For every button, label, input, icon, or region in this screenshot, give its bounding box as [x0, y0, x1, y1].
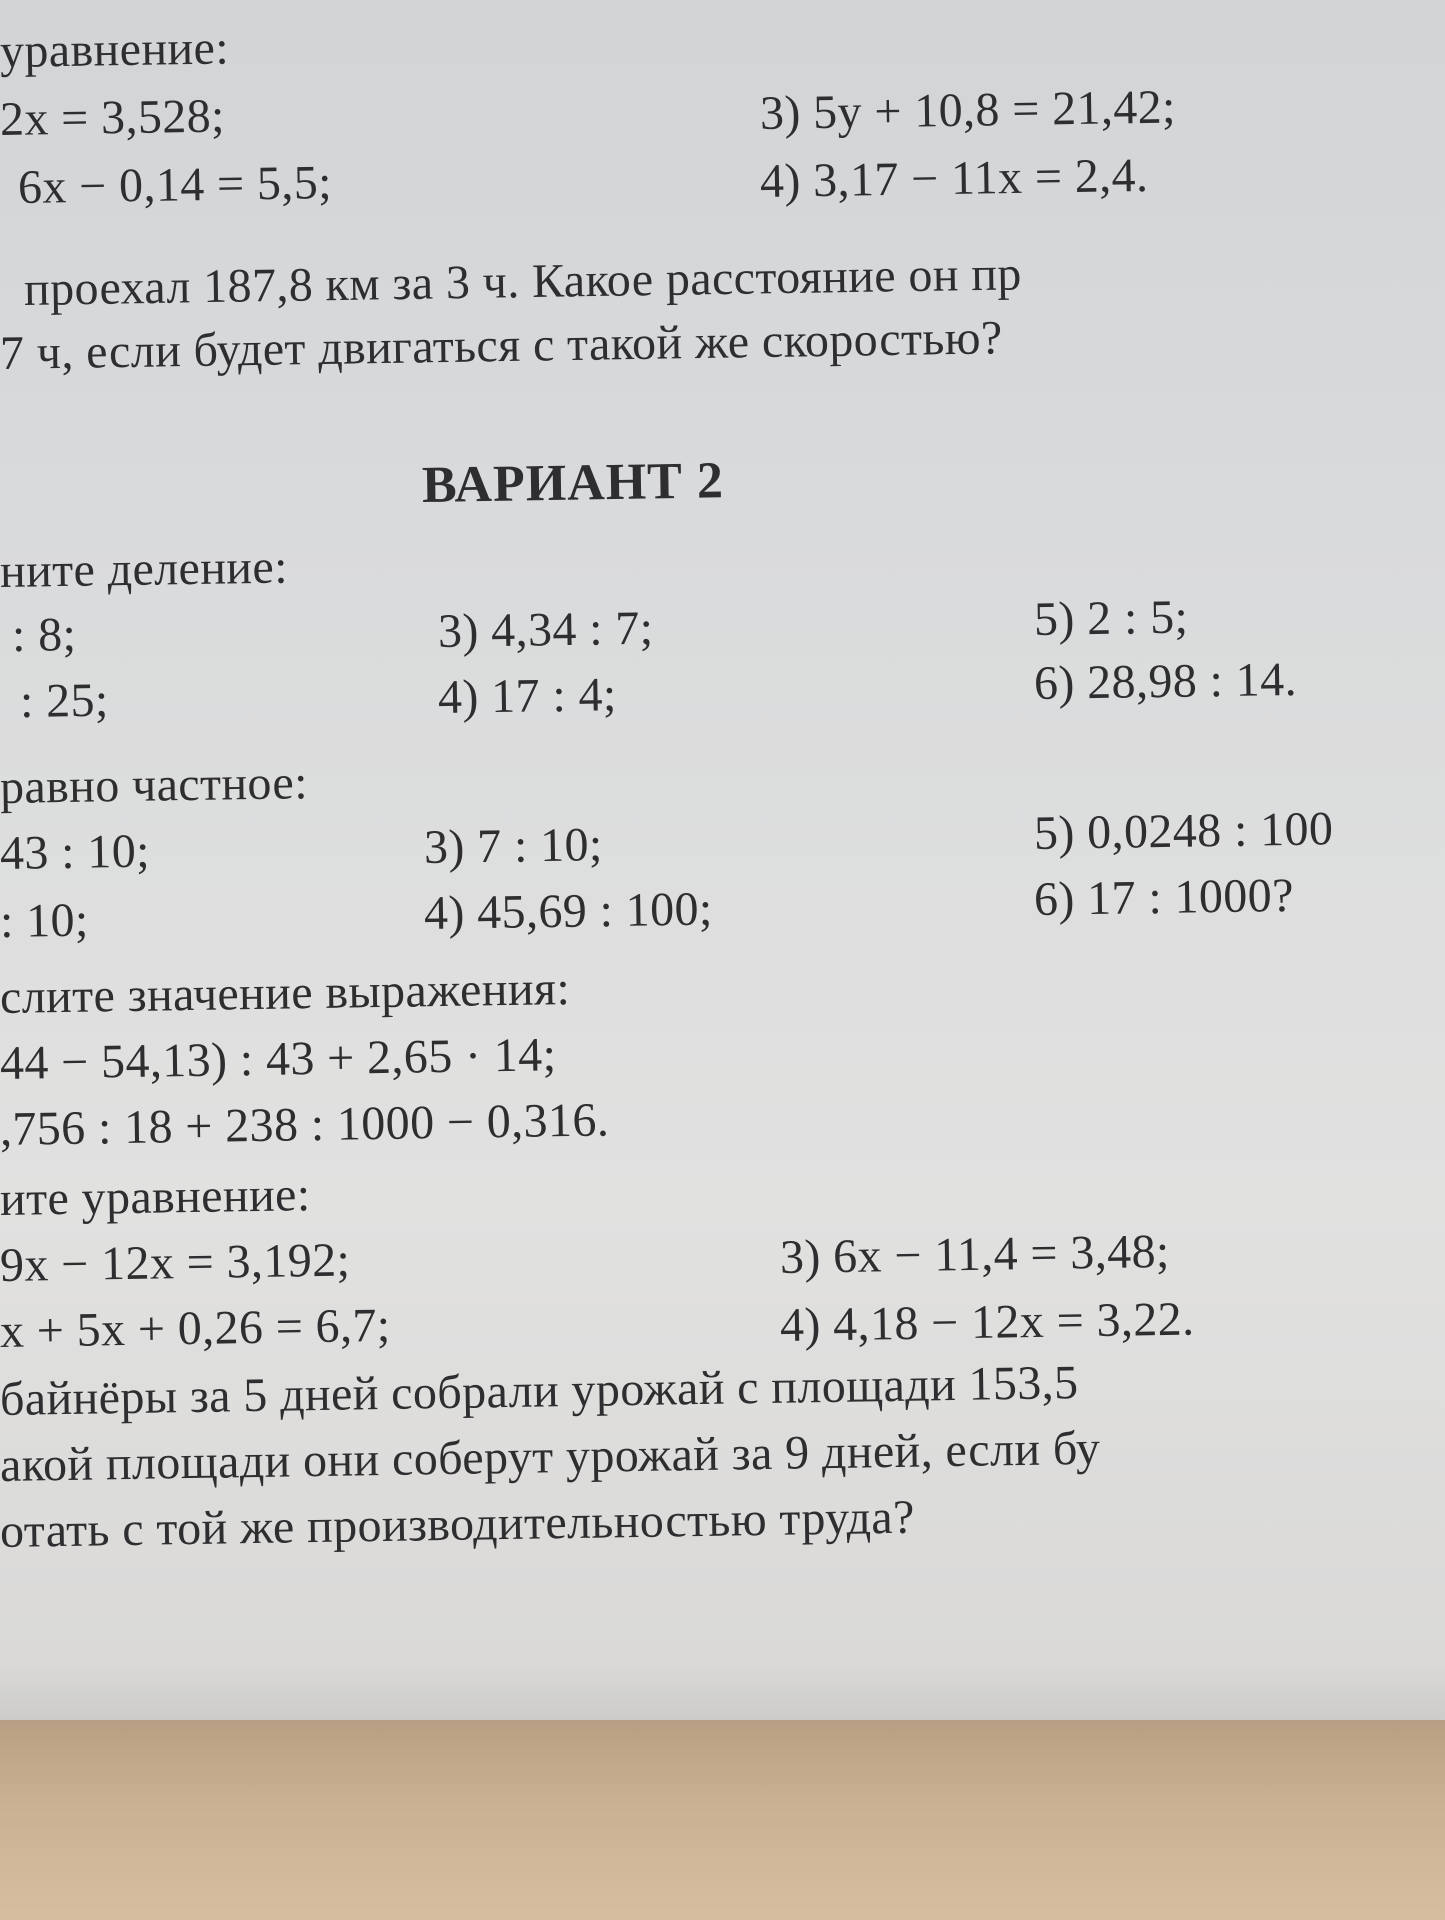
task4-heading: ите уравнение:: [0, 1168, 311, 1226]
task1-item-6: 6) 28,98 : 14.: [1033, 652, 1298, 710]
task4-item-3: 3) 6x − 11,4 = 3,48;: [779, 1224, 1171, 1284]
task3-heading: слите значение выражения:: [0, 962, 571, 1024]
problem-line-1: проехал 187,8 км за 3 ч. Какое расстояние он пр: [23, 247, 1023, 316]
task5-line-1: байнёры за 5 дней собрали урожай с площади 153,5: [0, 1356, 1079, 1426]
page-edge-shadow: [0, 1660, 1445, 1720]
task3-item-2: ,756 : 18 + 238 : 1000 − 0,316.: [0, 1093, 610, 1156]
task5-line-2: акой площади они соберут урожай за 9 дней, если бу: [0, 1421, 1101, 1492]
problem-line-2: 7 ч, если будет двигаться с такой же скоростью?: [0, 311, 1004, 380]
task2-item-4: 4) 45,69 : 100;: [423, 882, 714, 940]
task1-item-3: 3) 4,34 : 7;: [437, 601, 654, 658]
task1-item-1: : 8;: [11, 607, 77, 662]
task1-item-4: 4) 17 : 4;: [437, 668, 618, 724]
variant-title: ВАРИАНТ 2: [421, 452, 725, 514]
task1-item-2: : 25;: [19, 673, 110, 728]
task2-item-3: 3) 7 : 10;: [423, 818, 604, 874]
wooden-table: [0, 1720, 1445, 1920]
equation-4: 4) 3,17 − 11x = 2,4.: [759, 148, 1149, 208]
task4-item-1: 9x − 12x = 3,192;: [0, 1233, 351, 1292]
task1-item-5: 5) 2 : 5;: [1033, 590, 1189, 646]
task2-heading: равно частное:: [0, 756, 309, 814]
task3-item-1: 44 − 54,13) : 43 + 2,65 · 14;: [0, 1028, 557, 1090]
task1-heading: ните деление:: [0, 540, 289, 598]
task2-item-2: : 10;: [0, 893, 90, 948]
task4-item-4: 4) 4,18 − 12x = 3,22.: [779, 1292, 1195, 1352]
task2-item-5: 5) 0,0248 : 100: [1033, 802, 1334, 860]
task4-item-2: x + 5x + 0,26 = 6,7;: [0, 1298, 391, 1358]
task-heading-equation: уравнение:: [0, 21, 230, 78]
equation-3: 3) 5y + 10,8 = 21,42;: [759, 80, 1177, 140]
task2-item-6: 6) 17 : 1000?: [1033, 868, 1295, 926]
equation-2: 6x − 0,14 = 5,5;: [17, 156, 333, 214]
task5-line-3: отать с той же производительностью труда?: [0, 1490, 916, 1558]
equation-1: 2x = 3,528;: [0, 89, 226, 146]
task2-item-1: 43 : 10;: [0, 824, 151, 880]
